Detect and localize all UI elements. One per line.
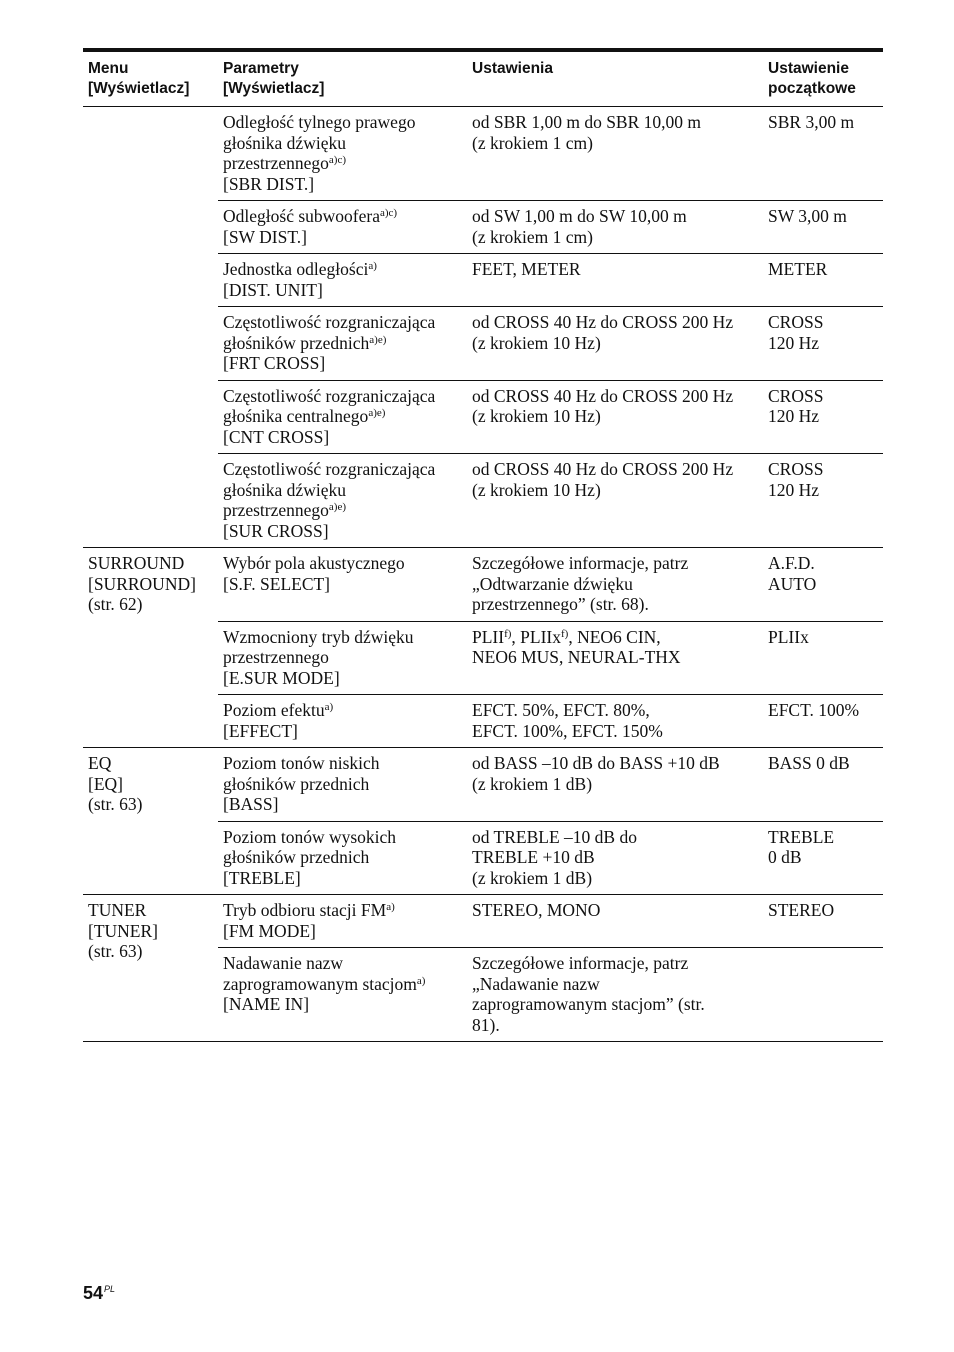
header-settings: Ustawienia bbox=[467, 52, 763, 107]
table-row bbox=[83, 307, 883, 381]
parameter-cell: Częstotliwość rozgraniczająca głośnika dźwięku przestrzennego$^{a)e)}$ [SUR CROSS] bbox=[218, 454, 467, 548]
table-row bbox=[83, 107, 883, 201]
settings-cell: PLII$^{f)}$, PLIIx$^{f)}$, NEO6 CIN, NEO6 MUS, NEURAL-THX bbox=[467, 621, 763, 695]
settings-cell: Szczegółowe informacje, patrz „Nadawanie nazw zaprogramowanym stacjom” (str. 81). bbox=[467, 948, 763, 1042]
settings-cell: od SBR 1,00 m do SBR 10,00 m (z krokiem 1 cm) bbox=[467, 107, 763, 201]
menu-cell-eq: EQ [EQ] (str. 63) bbox=[83, 748, 218, 895]
parameter-cell: Wybór pola akustycznego [S.F. SELECT] bbox=[218, 548, 467, 622]
settings-cell: Szczegółowe informacje, patrz „Odtwarzanie dźwięku przestrzennego” (str. 68). bbox=[467, 548, 763, 622]
settings-cell: od CROSS 40 Hz do CROSS 200 Hz (z krokiem 10 Hz) bbox=[467, 454, 763, 548]
table-row bbox=[83, 548, 883, 622]
settings-cell: od BASS –10 dB do BASS +10 dB (z krokiem 1 dB) bbox=[467, 748, 763, 822]
parameter-cell: Częstotliwość rozgraniczająca głośników przednich$^{a)e)}$ [FRT CROSS] bbox=[218, 307, 467, 381]
menu-cell-empty bbox=[83, 107, 218, 201]
table-row bbox=[83, 201, 883, 254]
header-default: Ustawienie początkowe bbox=[763, 52, 883, 107]
footnote-ref: a) bbox=[416, 974, 426, 987]
header-menu: Menu [Wyświetlacz] bbox=[83, 52, 218, 107]
default-cell: BASS 0 dB bbox=[763, 748, 883, 822]
header-parameters: Parametry [Wyświetlacz] bbox=[218, 52, 467, 107]
footnote-ref: a)c) bbox=[379, 207, 398, 219]
parameter-cell: Poziom tonów wysokich głośników przednich [TREBLE] bbox=[218, 821, 467, 895]
menu-cell-empty bbox=[83, 307, 218, 381]
default-cell-empty bbox=[763, 948, 883, 1042]
settings-cell: od CROSS 40 Hz do CROSS 200 Hz (z krokiem 10 Hz) bbox=[467, 307, 763, 381]
default-cell: PLIIx bbox=[763, 621, 883, 695]
default-cell: SW 3,00 m bbox=[763, 201, 883, 254]
menu-cell-surround: SURROUND [SURROUND] (str. 62) bbox=[83, 548, 218, 748]
settings-cell: STEREO, MONO bbox=[467, 895, 763, 948]
page-language-suffix: PL bbox=[104, 1284, 116, 1294]
footnote-ref: f) bbox=[504, 627, 512, 640]
menu-cell-empty bbox=[83, 201, 218, 254]
footnote-ref: a)e) bbox=[369, 333, 387, 346]
settings-cell: od SW 1,00 m do SW 10,00 m (z krokiem 1 cm) bbox=[467, 201, 763, 254]
settings-table-page bbox=[83, 48, 883, 1042]
header-row bbox=[83, 52, 883, 107]
table-row bbox=[83, 380, 883, 454]
default-cell: TREBLE 0 dB bbox=[763, 821, 883, 895]
parameter-cell: Jednostka odległości$^{a)}$ [DIST. UNIT] bbox=[218, 254, 467, 307]
default-cell: STEREO bbox=[763, 895, 883, 948]
footnote-ref: a) bbox=[368, 260, 377, 272]
default-cell: EFCT. 100% bbox=[763, 695, 883, 748]
footnote-ref: a)e) bbox=[328, 501, 347, 513]
footnote-ref: a) bbox=[386, 901, 395, 913]
parameter-cell: Odległość subwoofera$^{a)c)}$ [SW DIST.] bbox=[218, 201, 467, 254]
default-cell: CROSS 120 Hz bbox=[763, 307, 883, 381]
settings-cell: od TREBLE –10 dB do TREBLE +10 dB (z krokiem 1 dB) bbox=[467, 821, 763, 895]
default-cell: CROSS 120 Hz bbox=[763, 380, 883, 454]
footnote-ref: a)e) bbox=[368, 407, 386, 419]
footnote-ref: a)c) bbox=[328, 154, 347, 166]
page-number: $54^{PL}$ bbox=[83, 1283, 116, 1303]
default-cell: SBR 3,00 m bbox=[763, 107, 883, 201]
parameter-cell: Wzmocniony tryb dźwięku przestrzennego [E.SUR MODE] bbox=[218, 621, 467, 695]
menu-cell-tuner: TUNER [TUNER] (str. 63) bbox=[83, 895, 218, 1042]
parameter-cell: Poziom efektu$^{a)}$ [EFFECT] bbox=[218, 695, 467, 748]
settings-cell: od CROSS 40 Hz do CROSS 200 Hz (z krokiem 10 Hz) bbox=[467, 380, 763, 454]
settings-cell: EFCT. 50%, EFCT. 80%, EFCT. 100%, EFCT. 150% bbox=[467, 695, 763, 748]
table-row bbox=[83, 454, 883, 548]
parameter-cell: Tryb odbioru stacji FM$^{a)}$ [FM MODE] bbox=[218, 895, 467, 948]
default-cell: METER bbox=[763, 254, 883, 307]
menu-cell-empty bbox=[83, 254, 218, 307]
footnote-ref: a) bbox=[324, 701, 334, 713]
menu-cell-empty bbox=[83, 454, 218, 548]
table-row bbox=[83, 254, 883, 307]
settings-cell: FEET, METER bbox=[467, 254, 763, 307]
default-cell: CROSS 120 Hz bbox=[763, 454, 883, 548]
parameter-cell: Nadawanie nazw zaprogramowanym stacjom$^{a)}$ [NAME IN] bbox=[218, 948, 467, 1042]
parameter-cell: Częstotliwość rozgraniczająca głośnika centralnego$^{a)e)}$ [CNT CROSS] bbox=[218, 380, 467, 454]
footnote-ref: f) bbox=[560, 627, 569, 640]
settings-table bbox=[83, 52, 883, 1042]
table-row bbox=[83, 748, 883, 822]
parameter-cell: Odległość tylnego prawego głośnika dźwięku przestrzennego$^{a)c)}$ [SBR DIST.] bbox=[218, 107, 467, 201]
menu-cell-empty bbox=[83, 380, 218, 454]
parameter-cell: Poziom tonów niskich głośników przednich [BASS] bbox=[218, 748, 467, 822]
default-cell: A.F.D. AUTO bbox=[763, 548, 883, 622]
table-row bbox=[83, 895, 883, 948]
